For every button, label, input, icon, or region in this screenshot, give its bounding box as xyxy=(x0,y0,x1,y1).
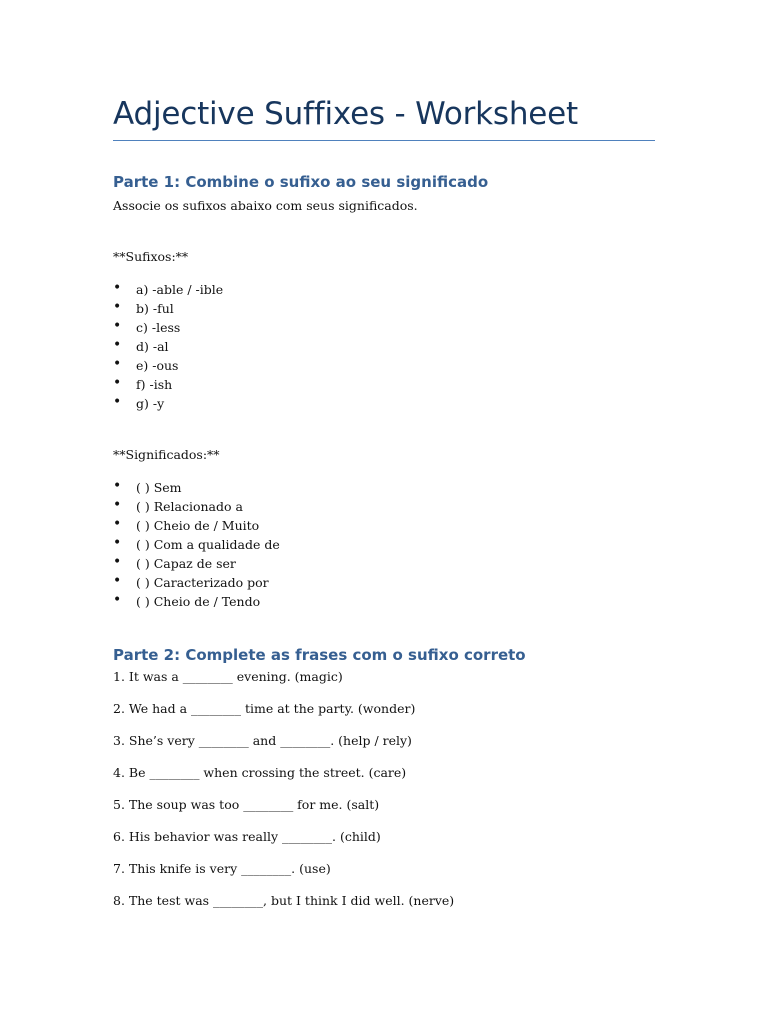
exercise-sentence: 7. This knife is very ________. (use) xyxy=(113,861,331,876)
bullet-icon: • xyxy=(113,280,122,296)
sentence-list xyxy=(113,667,454,923)
suffixes-label: **Sufixos:** xyxy=(113,249,189,264)
exercise-sentence: 1. It was a ________ evening. (magic) xyxy=(113,669,343,684)
meaning-item-text: ( ) Cheio de / Muito xyxy=(136,518,260,533)
exercise-sentence: 4. Be ________ when crossing the street. (care) xyxy=(113,765,407,780)
meanings-label: **Significados:** xyxy=(113,447,220,462)
meaning-item-text: ( ) Cheio de / Tendo xyxy=(136,594,261,609)
suffix-item-text: e) -ous xyxy=(136,358,179,373)
bullet-icon: • xyxy=(113,318,122,334)
bullet-icon: • xyxy=(113,356,122,372)
meaning-item-text: ( ) Caracterizado por xyxy=(136,575,269,590)
meaning-item-text: ( ) Capaz de ser xyxy=(136,556,236,571)
bullet-icon: • xyxy=(113,299,122,315)
part1-heading: Parte 1: Combine o sufixo ao seu significado xyxy=(113,173,489,191)
bullet-icon: • xyxy=(113,573,122,589)
exercise-sentence: 3. She’s very ________ and ________. (help / rely) xyxy=(113,733,412,748)
exercise-sentence: 8. The test was ________, but I think I did well. (nerve) xyxy=(113,893,455,908)
bullet-icon: • xyxy=(113,516,122,532)
bullet-icon: • xyxy=(113,337,122,353)
bullet-icon: • xyxy=(113,554,122,570)
bullet-icon: • xyxy=(113,478,122,494)
suffix-item-text: a) -able / -ible xyxy=(136,282,224,297)
bullet-icon: • xyxy=(113,592,122,608)
exercise-sentence: 2. We had a ________ time at the party. (wonder) xyxy=(113,701,416,716)
meaning-item-text: ( ) Sem xyxy=(136,480,182,495)
bullet-icon: • xyxy=(113,375,122,391)
suffix-item-text: c) -less xyxy=(136,320,181,335)
document-title: Adjective Suffixes - Worksheet xyxy=(113,96,578,132)
suffix-item-text: f) -ish xyxy=(136,377,173,392)
bullet-icon: • xyxy=(113,394,122,410)
part1-instruction: Associe os sufixos abaixo com seus significados. xyxy=(113,198,418,213)
meaning-item-text: ( ) Relacionado a xyxy=(136,499,243,514)
title-underline-rule xyxy=(113,140,655,141)
meaning-item-text: ( ) Com a qualidade de xyxy=(136,537,280,552)
suffix-item-text: b) -ful xyxy=(136,301,174,316)
exercise-sentence: 5. The soup was too ________ for me. (salt) xyxy=(113,797,380,812)
bullet-icon: • xyxy=(113,497,122,513)
suffix-item-text: d) -al xyxy=(136,339,169,354)
suffix-item-text: g) -y xyxy=(136,396,165,411)
exercise-sentence: 6. His behavior was really ________. (child) xyxy=(113,829,381,844)
part2-heading: Parte 2: Complete as frases com o sufixo correto xyxy=(113,646,526,664)
bullet-icon: • xyxy=(113,535,122,551)
